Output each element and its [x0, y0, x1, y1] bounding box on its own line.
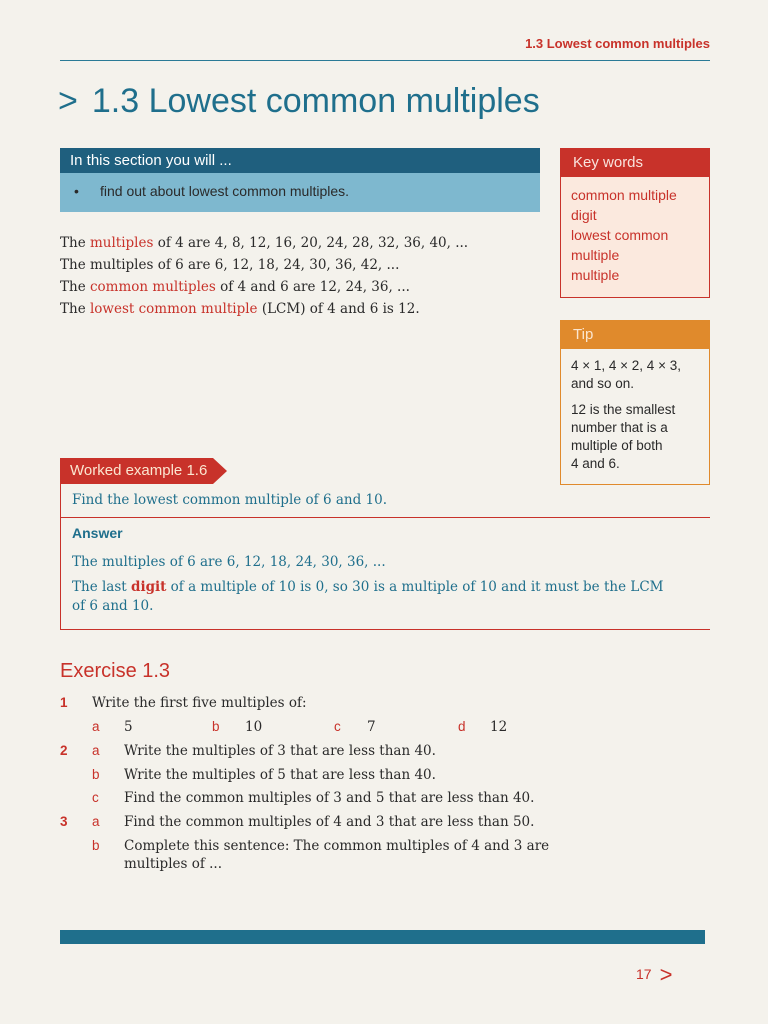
keyword-highlight: digit [131, 579, 167, 595]
part-text-continued: multiples of ... [124, 856, 223, 872]
keyword-highlight: common multiples [89, 279, 216, 295]
page-title-text: 1.3 Lowest common multiples [91, 82, 540, 120]
section-objectives-heading: In this section you will ... [60, 148, 540, 173]
text: The [60, 235, 90, 251]
key-word: digit [571, 207, 597, 223]
keyword-highlight: multiples [89, 235, 154, 251]
worked-example-label: Worked example 1.6 [60, 458, 213, 484]
intro-line: The multiples of 6 are 6, 12, 18, 24, 30, 36, 42, ... [60, 257, 400, 273]
part-label: a [92, 743, 100, 758]
part-label: b [212, 719, 220, 734]
intro-line [60, 301, 420, 317]
key-word: multiple [571, 247, 620, 263]
question-text: Write the first five multiples of: [92, 695, 307, 711]
tip-line: and so on. [571, 376, 635, 391]
part-text: Write the multiples of 5 that are less than 40. [124, 767, 436, 783]
answer-line [72, 579, 663, 595]
part-value: 7 [367, 719, 376, 735]
worked-example-question: Find the lowest common multiple of 6 and 10. [72, 492, 387, 508]
key-word: lowest common [571, 227, 669, 243]
tip-box [560, 320, 710, 485]
part-label: d [458, 719, 466, 734]
part-label: c [92, 790, 99, 805]
tip-line: 4 and 6. [571, 456, 620, 471]
question-number: 3 [60, 814, 68, 829]
key-words-box [560, 148, 710, 298]
text: (LCM) of 4 and 6 is 12. [257, 301, 420, 317]
worked-example-tab [60, 458, 227, 484]
chevron-right-icon: > [659, 962, 673, 987]
section-objectives-body [60, 173, 540, 212]
bullet-icon: • [74, 183, 79, 199]
answer-line: of 6 and 10. [72, 598, 154, 614]
key-words-list [561, 177, 709, 297]
part-value: 5 [124, 719, 133, 735]
text: of 4 are 4, 8, 12, 16, 20, 24, 28, 32, 36, 40, ... [153, 235, 469, 251]
text: The [60, 301, 90, 317]
part-value: 12 [490, 719, 508, 735]
part-value: 10 [245, 719, 263, 735]
page-number [636, 962, 672, 988]
part-label: b [92, 838, 100, 853]
key-word: multiple [571, 267, 620, 283]
running-header: 1.3 Lowest common multiples [525, 36, 710, 51]
tip-line: 12 is the smallest [571, 402, 676, 417]
intro-line [60, 279, 410, 295]
chevron-right-icon: > [58, 82, 78, 120]
text: of 4 and 6 are 12, 24, 36, ... [215, 279, 410, 295]
tip-line: 4 × 1, 4 × 2, 4 × 3, [571, 358, 681, 373]
worked-example-rule [60, 517, 710, 518]
part-label: a [92, 719, 100, 734]
part-label: a [92, 814, 100, 829]
tip-heading: Tip [561, 321, 709, 349]
exercise-title: Exercise 1.3 [60, 660, 171, 682]
text: The last [72, 579, 131, 595]
answer-line: The multiples of 6 are 6, 12, 18, 24, 30, 36, ... [72, 554, 386, 570]
page-number-text: 17 [636, 966, 652, 982]
answer-label: Answer [72, 525, 123, 541]
text: The [60, 279, 90, 295]
footer-bar [60, 930, 705, 944]
question-number: 2 [60, 743, 68, 758]
page-title [58, 82, 540, 121]
tip-body [561, 349, 709, 473]
objective-item: find out about lowest common multiples. [100, 183, 350, 199]
keyword-highlight: lowest common multiple [89, 301, 258, 317]
section-objectives-box [60, 148, 540, 212]
tab-arrow-icon [213, 458, 227, 484]
part-text: Find the common multiples of 3 and 5 that are less than 40. [124, 790, 535, 806]
intro-line [60, 235, 468, 251]
part-text: Complete this sentence: The common multiples of 4 and 3 are [124, 838, 550, 854]
tip-line: number that is a [571, 420, 668, 435]
part-label: c [334, 719, 341, 734]
key-word: common multiple [571, 187, 677, 203]
tip-line: multiple of both [571, 438, 663, 453]
question-number: 1 [60, 695, 68, 710]
part-text: Write the multiples of 3 that are less than 40. [124, 743, 436, 759]
part-label: b [92, 767, 100, 782]
text: of a multiple of 10 is 0, so 30 is a multiple of 10 and it must be the LCM [166, 579, 664, 595]
key-words-heading: Key words [561, 149, 709, 177]
header-rule [60, 60, 710, 61]
part-text: Find the common multiples of 4 and 3 that are less than 50. [124, 814, 535, 830]
